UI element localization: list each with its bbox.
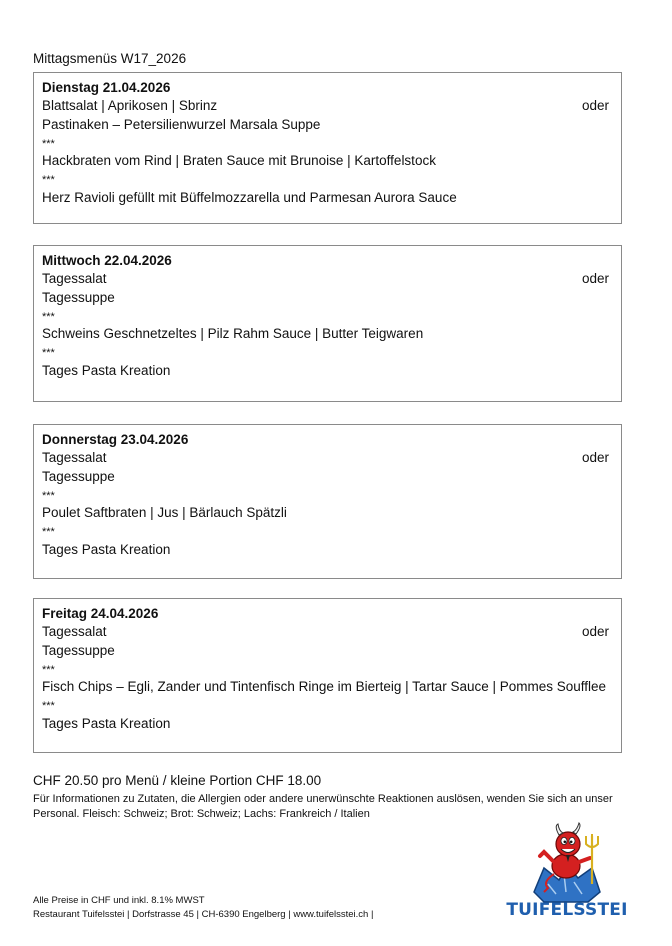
oder-label: oder bbox=[581, 450, 609, 465]
allergen-info bbox=[33, 792, 633, 822]
day-menu-thursday bbox=[33, 424, 622, 579]
starter-2: Tagessuppe bbox=[42, 468, 115, 484]
starter-2: Tagessuppe bbox=[42, 289, 115, 305]
price-line: CHF 20.50 pro Menü / kleine Portion CHF 18.00 bbox=[33, 773, 322, 788]
day-menu-wednesday bbox=[33, 245, 622, 402]
origin-info-line: Personal. Fleisch: Schweiz; Brot: Schweiz; Lachs: Frankreich / Italien bbox=[33, 808, 370, 820]
day-title: Donnerstag 23.04.2026 bbox=[42, 432, 189, 447]
day-menu-friday bbox=[33, 598, 622, 753]
main-1: Poulet Saftbraten | Jus | Bärlauch Spätzli bbox=[42, 505, 287, 521]
separator: *** bbox=[42, 137, 55, 150]
day-title: Dienstag 21.04.2026 bbox=[42, 80, 171, 95]
oder-label: oder bbox=[581, 271, 609, 286]
separator: *** bbox=[42, 489, 55, 502]
separator: *** bbox=[42, 700, 55, 713]
starter-2: Pastinaken – Petersilienwurzel Marsala Suppe bbox=[42, 116, 321, 132]
main-2: Tages Pasta Kreation bbox=[42, 541, 171, 557]
day-menu-tuesday bbox=[33, 72, 622, 224]
main-1: Hackbraten vom Rind | Braten Sauce mit Brunoise | Kartoffelstock bbox=[42, 153, 436, 169]
footer-vat: Alle Preise in CHF und inkl. 8.1% MWST bbox=[33, 895, 205, 906]
starter-1: Tagessalat bbox=[42, 271, 107, 287]
oder-label: oder bbox=[581, 624, 609, 639]
day-title: Freitag 24.04.2026 bbox=[42, 606, 159, 621]
page-title: Mittagsmenüs W17_2026 bbox=[33, 51, 187, 66]
footer-address: Restaurant Tuifelsstei | Dorfstrasse 45 | CH-6390 Engelberg | www.tuifelsstei.ch | bbox=[33, 909, 374, 920]
main-2: Herz Ravioli gefüllt mit Büffelmozzarella und Parmesan Aurora Sauce bbox=[42, 189, 457, 205]
main-1: Fisch Chips – Egli, Zander und Tintenfisch Ringe im Bierteig | Tartar Sauce | Pommes Soufflee bbox=[42, 679, 607, 695]
starter-1: Tagessalat bbox=[42, 450, 107, 466]
starter-2: Tagessuppe bbox=[42, 642, 115, 658]
allergen-info-line: Für Informationen zu Zutaten, die Allergien oder andere unerwünschte Reaktionen auslösen, wenden Sie sich an unser bbox=[33, 793, 613, 805]
separator: *** bbox=[42, 174, 55, 187]
starter-1: Blattsalat | Aprikosen | Sbrinz bbox=[42, 98, 218, 114]
logo-wordmark: TUIFELSSTEI bbox=[506, 900, 628, 920]
main-2: Tages Pasta Kreation bbox=[42, 715, 171, 731]
separator: *** bbox=[42, 663, 55, 676]
oder-label: oder bbox=[581, 98, 609, 113]
main-2: Tages Pasta Kreation bbox=[42, 362, 171, 378]
main-1: Schweins Geschnetzeltes | Pilz Rahm Sauce | Butter Teigwaren bbox=[42, 326, 424, 342]
separator: *** bbox=[42, 526, 55, 539]
separator: *** bbox=[42, 310, 55, 323]
separator: *** bbox=[42, 347, 55, 360]
starter-1: Tagessalat bbox=[42, 624, 107, 640]
day-title: Mittwoch 22.04.2026 bbox=[42, 253, 172, 268]
